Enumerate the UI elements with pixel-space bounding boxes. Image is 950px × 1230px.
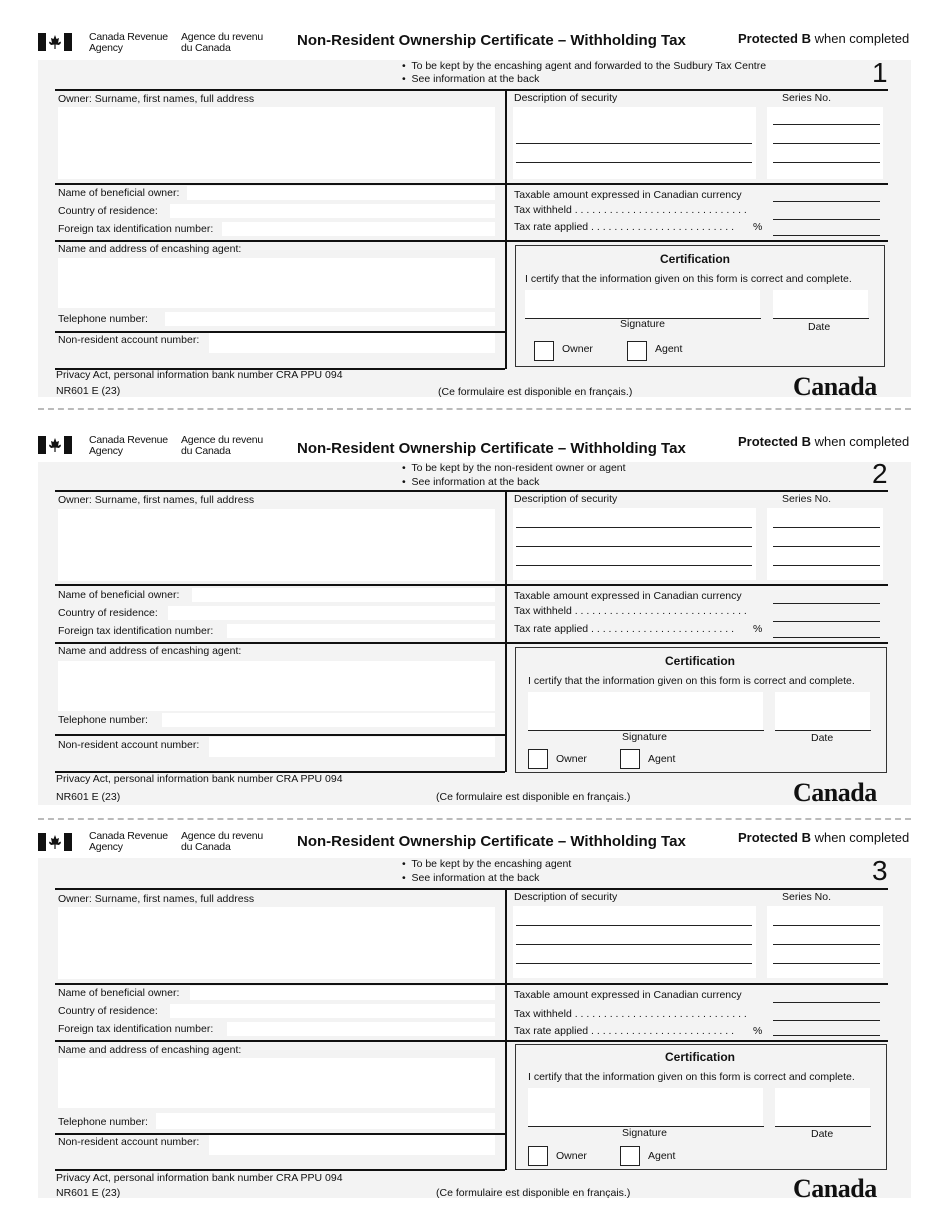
owner-label: Owner: Surname, first names, full address [58,494,255,506]
form-number: NR601 E (23) [56,791,121,803]
owner-checkbox-label: Owner [556,753,587,765]
country-label: Country of residence: [58,607,158,619]
french-availability-note: (Ce formulaire est disponible en français.) [438,386,633,398]
certification-text: I certify that the information given on this form is correct and complete. [528,675,855,687]
certification-title: Certification [665,654,736,668]
country-label: Country of residence: [58,205,158,217]
owner-checkbox-label: Owner [556,1150,587,1162]
foreign-tax-id-label: Foreign tax identification number: [58,625,214,637]
description-label: Description of security [514,493,618,505]
instruction-bullet: • See information at the back [402,73,540,85]
date-label: Date [811,732,834,744]
certification-title: Certification [660,252,731,266]
french-availability-note: (Ce formulaire est disponible en français.) [436,1187,631,1199]
instruction-bullet: • To be kept by the non-resident owner or agent [402,462,626,474]
date-label: Date [808,321,831,333]
agency-name-en: Canada Revenue Agency [89,434,168,457]
country-field[interactable] [170,1004,495,1018]
description-label: Description of security [514,92,618,104]
tax-rate-field[interactable] [773,1035,880,1036]
telephone-label: Telephone number: [58,714,148,726]
instruction-bullet: • See information at the back [402,872,540,884]
certification-text: I certify that the information given on this form is correct and complete. [525,273,852,285]
series-label: Series No. [782,493,832,505]
description-label: Description of security [514,891,618,903]
date-label: Date [811,1128,834,1140]
french-availability-note: (Ce formulaire est disponible en français.) [436,791,631,803]
copy-number: 2 [872,458,888,489]
owner-checkbox-label: Owner [562,343,593,355]
account-number-field[interactable] [209,1135,495,1155]
privacy-act-note: Privacy Act, personal information bank number CRA PPU 094 [56,369,343,381]
canada-flag-icon [38,833,72,851]
beneficial-owner-label: Name of beneficial owner: [58,589,180,601]
series-label: Series No. [782,891,832,903]
form-number: NR601 E (23) [56,1187,121,1199]
owner-label: Owner: Surname, first names, full address [58,893,255,905]
percent-sign: % [753,1025,763,1037]
taxable-amount-field[interactable] [773,1002,880,1003]
form-title: Non-Resident Ownership Certificate – Withholding Tax [297,833,686,850]
protected-notice: Protected B when completed [738,434,910,449]
protected-notice: Protected B when completed [738,830,910,845]
account-number-label: Non-resident account number: [58,739,200,751]
percent-sign: % [753,221,763,233]
beneficial-owner-field[interactable] [190,986,495,1000]
signature-label: Signature [620,318,665,330]
agency-name-fr: Agence du revenu du Canada [181,830,264,853]
agent-checkbox-label: Agent [648,1150,676,1162]
telephone-field[interactable] [156,1113,495,1129]
tax-withheld-label: Tax withheld . . . . . . . . . . . . . . . . . . . . . . . . . . . . . . [514,1008,747,1020]
tax-withheld-label: Tax withheld . . . . . . . . . . . . . . . . . . . . . . . . . . . . . . [514,204,747,216]
tax-withheld-field[interactable] [773,1020,880,1021]
percent-sign: % [753,623,763,635]
protected-notice: Protected B when completed [738,31,910,46]
form-title: Non-Resident Ownership Certificate – Withholding Tax [297,32,686,49]
instruction-bullet: • To be kept by the encashing agent [402,858,572,870]
taxable-amount-label: Taxable amount expressed in Canadian currency [514,989,742,1001]
foreign-tax-id-field[interactable] [227,1022,495,1036]
agency-name-fr: Agence du revenu du Canada [181,31,264,54]
series-label: Series No. [782,92,832,104]
owner-address-field[interactable] [58,907,495,979]
encashing-agent-label: Name and address of encashing agent: [58,1044,242,1056]
agency-name-en: Canada Revenue Agency [89,31,168,54]
agent-checkbox-label: Agent [648,753,676,765]
copy-number: 1 [872,57,888,88]
foreign-tax-id-label: Foreign tax identification number: [58,223,214,235]
form-title: Non-Resident Ownership Certificate – Withholding Tax [297,440,686,457]
copy-number: 3 [872,855,888,886]
encashing-agent-field[interactable] [58,1058,495,1108]
series-field[interactable] [767,906,883,978]
signature-label: Signature [622,731,667,743]
beneficial-owner-label: Name of beneficial owner: [58,987,180,999]
tax-rate-label: Tax rate applied . . . . . . . . . . . . . . . . . . . . . . . . . [514,1025,734,1037]
certification-text: I certify that the information given on this form is correct and complete. [528,1071,855,1083]
agent-checkbox[interactable] [620,1146,640,1166]
description-field[interactable] [513,906,756,978]
canada-wordmark: Canada [793,372,877,401]
tax-withheld-label: Tax withheld . . . . . . . . . . . . . . . . . . . . . . . . . . . . . . [514,605,747,617]
foreign-tax-id-label: Foreign tax identification number: [58,1023,214,1035]
tax-rate-label: Tax rate applied . . . . . . . . . . . . . . . . . . . . . . . . . [514,221,734,233]
date-field[interactable] [775,1088,870,1126]
certification-title: Certification [665,1050,736,1064]
privacy-act-note: Privacy Act, personal information bank number CRA PPU 094 [56,773,343,785]
agent-checkbox-label: Agent [655,343,683,355]
canada-wordmark: Canada [793,1174,877,1203]
canada-wordmark: Canada [793,778,877,807]
agency-name-fr: Agence du revenu du Canada [181,434,264,457]
instruction-bullet: • See information at the back [402,476,540,488]
instruction-bullet: • To be kept by the encashing agent and forwarded to the Sudbury Tax Centre [402,60,767,72]
beneficial-owner-label: Name of beneficial owner: [58,187,180,199]
encashing-agent-label: Name and address of encashing agent: [58,645,242,657]
telephone-label: Telephone number: [58,313,148,325]
tax-rate-label: Tax rate applied . . . . . . . . . . . . . . . . . . . . . . . . . [514,623,734,635]
owner-checkbox[interactable] [528,1146,548,1166]
account-number-label: Non-resident account number: [58,1136,200,1148]
privacy-act-note: Privacy Act, personal information bank number CRA PPU 094 [56,1172,343,1184]
taxable-amount-label: Taxable amount expressed in Canadian currency [514,590,742,602]
owner-label: Owner: Surname, first names, full address [58,93,255,105]
signature-field[interactable] [528,1088,763,1126]
encashing-agent-label: Name and address of encashing agent: [58,243,242,255]
taxable-amount-label: Taxable amount expressed in Canadian currency [514,189,742,201]
account-number-label: Non-resident account number: [58,334,200,346]
country-label: Country of residence: [58,1005,158,1017]
agency-name-en: Canada Revenue Agency [89,830,168,853]
form-number: NR601 E (23) [56,385,121,397]
signature-label: Signature [622,1127,667,1139]
telephone-label: Telephone number: [58,1116,148,1128]
